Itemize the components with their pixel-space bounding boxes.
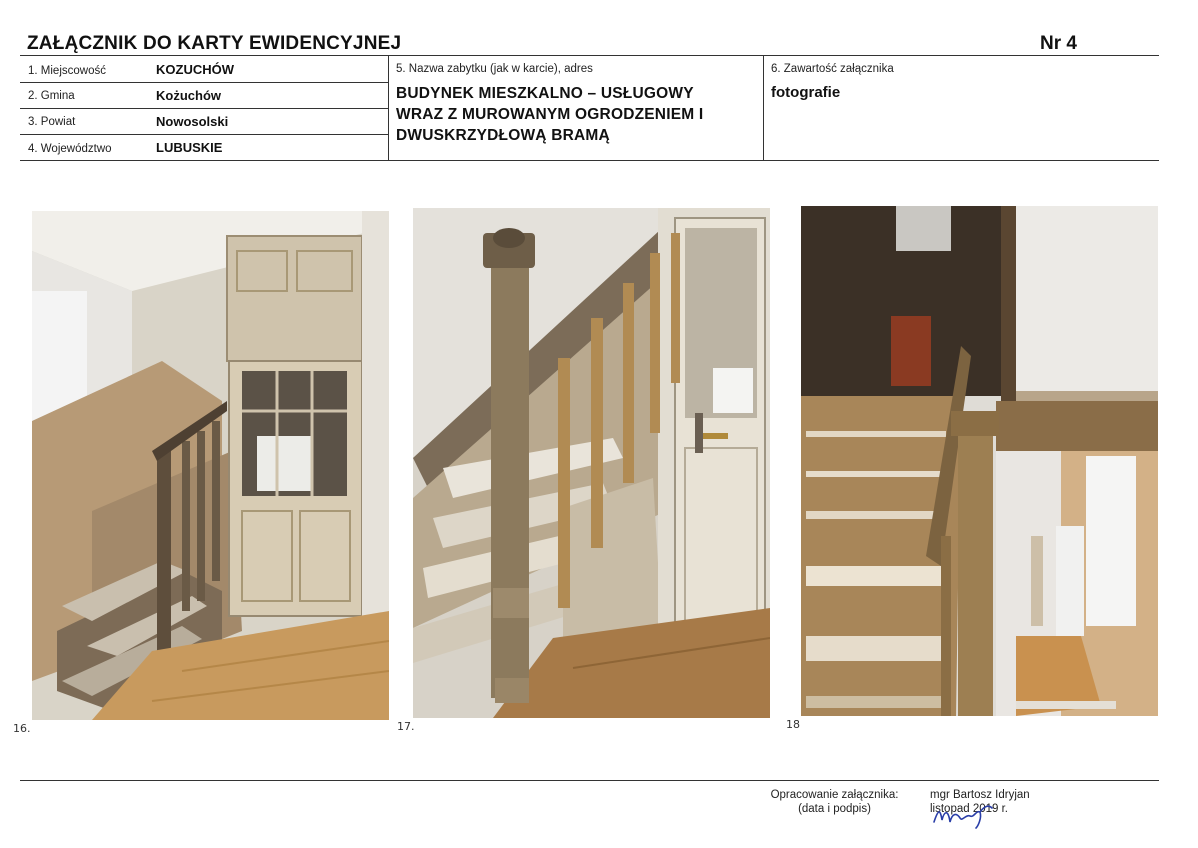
footer-label [762,788,907,816]
field-label-powiat: 3. Powiat [28,116,76,128]
field-label-miejscowosc: 1. Miejscowość [28,65,106,77]
field-value-wojewodztwo: LUBUSKIE [156,140,223,155]
photo-caption-18: 18 [786,718,800,731]
form-top-border [20,55,1159,56]
field-value-gmina: Kożuchów [156,88,221,103]
photo-staircase-upper-flight [801,206,1158,716]
form-row-divider [20,134,388,135]
field-value-contents: fotografie [771,84,841,101]
form-column-divider [388,55,389,161]
photo-staircase-newel-post [413,208,770,718]
footer-author-name: mgr Bartosz Idryjan [930,789,1030,801]
monument-name-line: WRAZ Z MUROWANYM OGRODZENIEM I [396,106,704,123]
signature-icon [930,800,1000,832]
field-value-miejscowosc: KOZUCHÓW [156,62,234,77]
photo-staircase-door [32,211,389,720]
photo-caption-17: 17. [397,720,415,733]
monument-name-line: BUDYNEK MIESZKALNO – USŁUGOWY [396,85,694,102]
monument-name-line: DWUSKRZYDŁOWĄ BRAMĄ [396,127,610,144]
attachment-number: Nr 4 [1040,33,1077,54]
footer-date: listopad 2019 r. [930,803,1009,815]
form-column-divider [763,55,764,161]
footer-label-line: (data i podpis) [798,803,871,815]
footer-label-line: Opracowanie załącznika: [770,789,899,801]
field-label-gmina: 2. Gmina [28,90,75,102]
footer-border [20,780,1159,781]
field-value-powiat: Nowosolski [156,114,229,129]
photo-caption-16: 16. [13,722,31,735]
form-row-divider [20,82,388,83]
field-label-contents: 6. Zawartość załącznika [771,63,894,75]
form-row-divider [20,108,388,109]
monument-name [396,83,756,146]
document-title: ZAŁĄCZNIK DO KARTY EWIDENCYJNEJ [27,33,402,54]
field-label-wojewodztwo: 4. Województwo [28,143,112,155]
field-label-monument-name: 5. Nazwa zabytku (jak w karcie), adres [396,63,593,75]
form-bottom-border [20,160,1159,161]
